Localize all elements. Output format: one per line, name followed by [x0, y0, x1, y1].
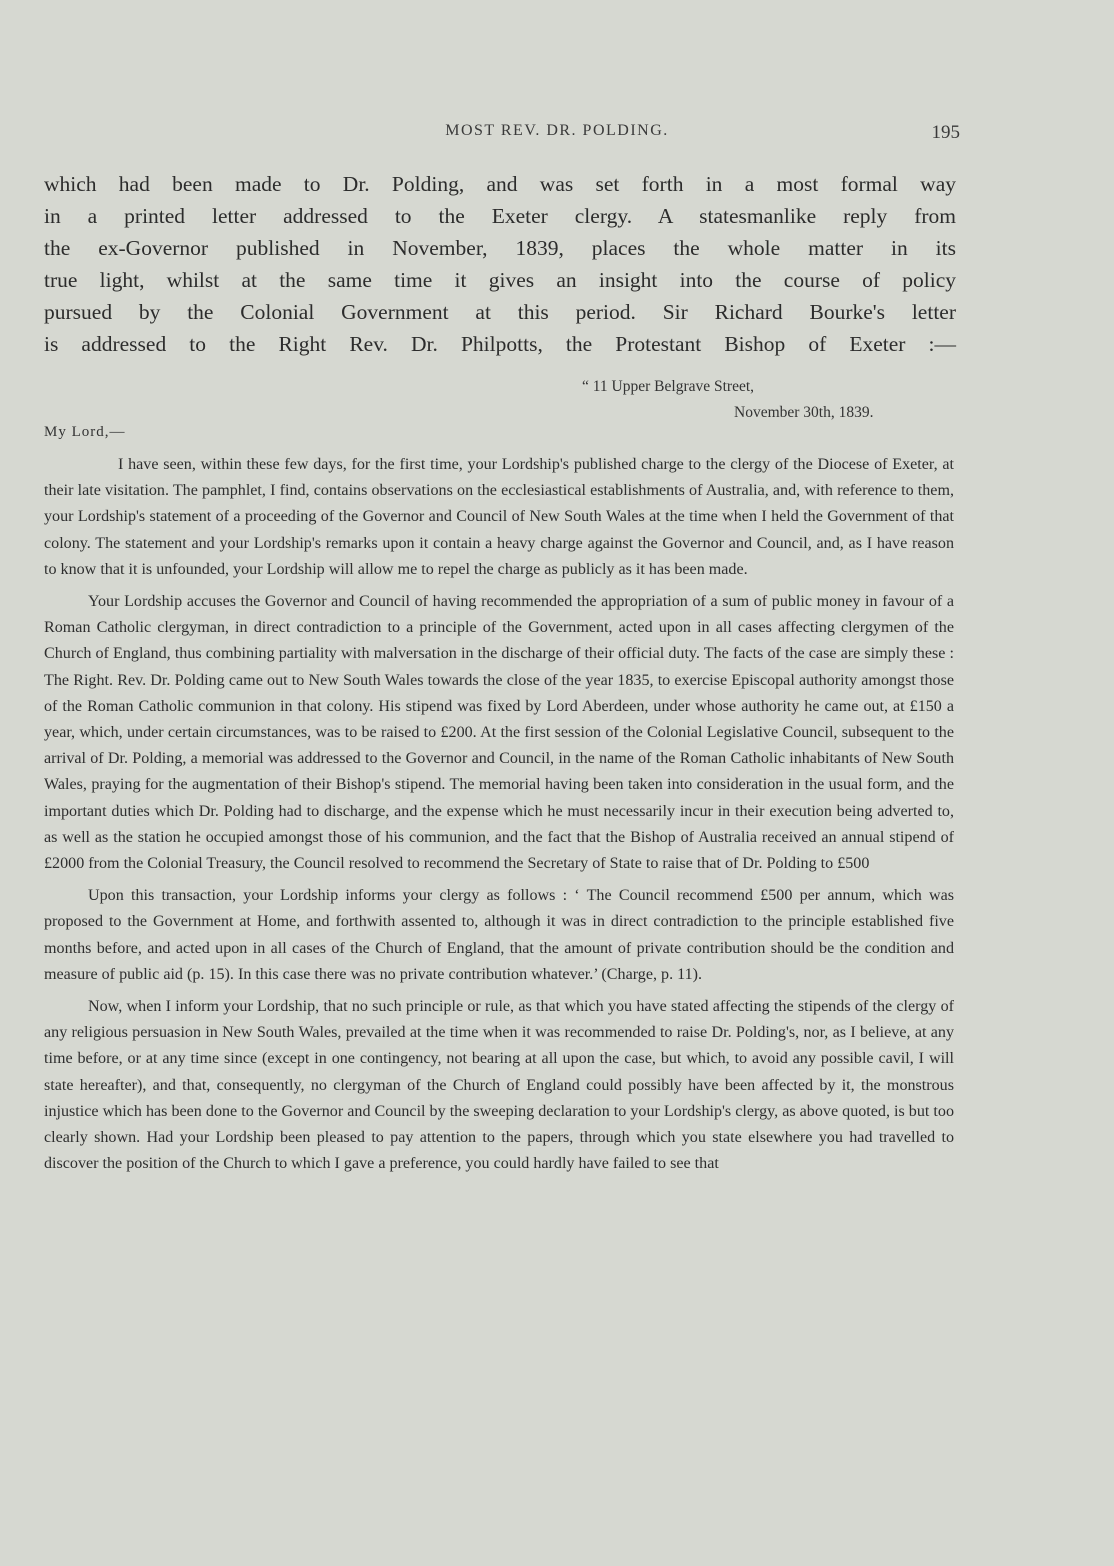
- lead-line: which had been made to Dr. Polding, and was set forth in a most formal way: [44, 172, 956, 196]
- page-number: 195: [931, 122, 960, 143]
- lead-line: is addressed to the Right Rev. Dr. Philpotts, the Protestant Bishop of Exeter :—: [44, 332, 956, 356]
- letter-paragraph: Upon this transaction, your Lordship informs your clergy as follows : ‘ The Council recommend £500 per annum, which was proposed to the Government at Home, and forthwith assented to, although it was in direct contradiction to the principle established five months before, and acted upon in all cases of the Church of England, that the amount of private contribution should be the condition and measure of public aid (p. 15). In this case there was no private contribution whatever.’ (Charge, p. 11).: [44, 887, 954, 983]
- letter-paragraph: I have seen, within these few days, for the first time, your Lordship's published charge to the clergy of the Diocese of Exeter, at their late visitation. The pamphlet, I find, contains observations on the ecclesiastical establishments of Australia, and, with reference to them, your Lordship's statement of a proceeding of the Governor and Council of New South Wales at the time when I held the Government of that colony. The statement and your Lordship's remarks upon it contain a heavy charge against the Governor and Council, and, as I have reason to know that it is unfounded, your Lordship will allow me to repel the charge as publicly as it has been made.: [44, 456, 954, 578]
- letter-body: [44, 452, 954, 1183]
- letter-address: [582, 374, 922, 426]
- address-date: November 30th, 1839.: [734, 404, 874, 421]
- lead-line: true light, whilst at the same time it gives an insight into the course of policy: [44, 268, 956, 292]
- address-street: “ 11 Upper Belgrave Street,: [582, 378, 755, 395]
- letter-salutation: My Lord,—: [44, 424, 126, 440]
- lead-paragraph: [44, 168, 956, 360]
- lead-line: pursued by the Colonial Government at this period. Sir Richard Bourke's letter: [44, 300, 956, 324]
- letter-paragraph: Now, when I inform your Lordship, that no such principle or rule, as that which you have stated affecting the stipends of the clergy of any religious persuasion in New South Wales, prevailed at the time when it was recommended to raise Dr. Polding's, nor, as I believe, at any time before, or at any time since (except in one contingency, not bearing at all upon the case, but which, to avoid any possible cavil, I will state hereafter), and that, consequently, no clergyman of the Church of England could possibly have been affected by it, the monstrous injustice which has been done to the Governor and Council by the sweeping declaration to your Lordship's clergy, as above quoted, is but too clearly shown. Had your Lordship been pleased to pay attention to the papers, through which you state elsewhere you had travelled to discover the position of the Church to which I gave a preference, you could hardly have failed to see that: [44, 998, 954, 1173]
- running-title: MOST REV. DR. POLDING.: [445, 122, 669, 139]
- letter-paragraph: Your Lordship accuses the Governor and Council of having recommended the appropriation of a sum of public money in favour of a Roman Catholic clergyman, in direct contradiction to a principle of the Government, acted upon in all cases affecting clergymen of the Church of England, thus combining partiality with malversation in the discharge of their official duty. The facts of the case are simply these : The Right. Rev. Dr. Polding came out to New South Wales towards the close of the year 1835, to exercise Episcopal authority amongst those of the Roman Catholic communion in that colony. His stipend was fixed by Lord Aberdeen, under whose authority he came out, at £150 a year, which, under certain circumstances, was to be raised to £200. At the first session of the Colonial Legislative Council, subsequent to the arrival of Dr. Polding, a memorial was addressed to the Governor and Council, in the name of the Roman Catholic inhabitants of New South Wales, praying for the augmentation of their Bishop's stipend. The memorial having been taken into consideration in the usual form, and the important duties which Dr. Polding had to discharge, and the expense which he must necessarily incur in their execution being adverted to, as well as the station he occupied amongst those of his communion, and the fact that the Bishop of Australia received an annual stipend of £2000 from the Colonial Treasury, the Council resolved to recommend the Secretary of State to raise that of Dr. Polding to £500: [44, 593, 954, 873]
- lead-line: the ex-Governor published in November, 1839, places the whole matter in its: [44, 236, 956, 260]
- lead-line: in a printed letter addressed to the Exeter clergy. A statesmanlike reply from: [44, 204, 956, 228]
